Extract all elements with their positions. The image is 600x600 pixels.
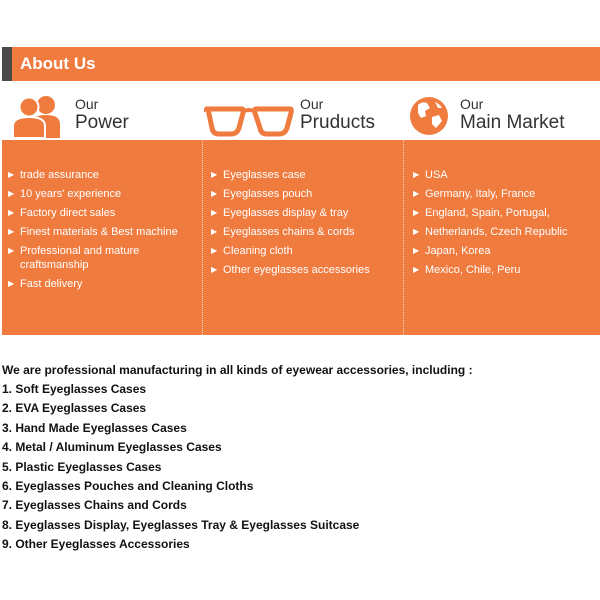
product-list-item: 5. Plastic Eyeglasses Cases — [2, 459, 162, 474]
banner-title: About Us — [20, 54, 96, 73]
product-list-item: 2. EVA Eyeglasses Cases — [2, 401, 147, 416]
heading-our-products — [204, 90, 404, 140]
list-item: ▶ Other eyeglasses accessories — [211, 264, 370, 276]
about-us-panel — [2, 140, 600, 335]
product-list-item: 8. Eyeglasses Display, Eyeglasses Tray & Eyeglasses Suitcase — [2, 517, 360, 532]
arrow-right-icon: ▶ — [413, 170, 420, 179]
arrow-right-icon: ▶ — [211, 170, 218, 179]
list-item: ▶ Eyeglasses chains & cords — [211, 226, 355, 238]
arrow-right-icon: ▶ — [413, 208, 420, 217]
heading-our-power — [10, 90, 200, 140]
arrow-right-icon: ▶ — [211, 208, 218, 217]
banner-tab-marker — [2, 47, 12, 81]
list-item: ▶ Eyeglasses case — [211, 169, 306, 181]
list-item: ▶ Finest materials & Best machine — [8, 226, 178, 238]
product-list-item: 7. Eyeglasses Chains and Cords — [2, 498, 187, 513]
description-intro: We are professional manufacturing in all kinds of eyewear accessories, including : — [2, 363, 473, 377]
list-item: ▶ trade assurance — [8, 169, 99, 181]
about-us-banner — [2, 47, 600, 81]
list-item: ▶ Netherlands, Czech Republic — [413, 226, 568, 238]
arrow-right-icon: ▶ — [211, 246, 218, 255]
heading-title: Main Market — [460, 112, 565, 133]
arrow-right-icon: ▶ — [8, 246, 15, 255]
arrow-right-icon: ▶ — [8, 170, 15, 179]
product-list-item: 4. Metal / Aluminum Eyeglasses Cases — [2, 440, 222, 455]
list-item: ▶ Eyeglasses pouch — [211, 188, 313, 200]
column-our-power — [2, 140, 203, 335]
arrow-right-icon: ▶ — [413, 189, 420, 198]
list-item: ▶ Professional and mature craftsmanship — [8, 245, 140, 271]
arrow-right-icon: ▶ — [8, 208, 15, 217]
product-list-item: 6. Eyeglasses Pouches and Cleaning Cloths — [2, 479, 254, 494]
column-our-products — [203, 140, 404, 335]
arrow-right-icon: ▶ — [413, 246, 420, 255]
arrow-right-icon: ▶ — [211, 227, 218, 236]
list-item: ▶ Mexico, Chile, Peru — [413, 264, 521, 276]
heading-title: Power — [75, 112, 129, 133]
arrow-right-icon: ▶ — [211, 189, 218, 198]
list-item: ▶ USA — [413, 169, 448, 181]
list-item: ▶ Cleaning cloth — [211, 245, 293, 257]
arrow-right-icon: ▶ — [8, 189, 15, 198]
product-description — [2, 361, 598, 555]
list-item: ▶ Eyeglasses display & tray — [211, 207, 349, 219]
list-item: ▶ 10 years' experience — [8, 188, 122, 200]
arrow-right-icon: ▶ — [8, 227, 15, 236]
heading-small-label: Our — [300, 96, 324, 112]
market-list — [413, 168, 598, 282]
product-list-item: 3. Hand Made Eyeglasses Cases — [2, 420, 187, 435]
heading-small-label: Our — [75, 96, 99, 112]
list-item: ▶ Japan, Korea — [413, 245, 491, 257]
list-item: ▶ England, Spain, Portugal, — [413, 207, 550, 219]
arrow-right-icon: ▶ — [413, 265, 420, 274]
heading-small-label: Our — [460, 96, 484, 112]
heading-our-main-market — [408, 90, 600, 140]
heading-title: Pruducts — [300, 112, 375, 133]
products-list — [211, 168, 401, 282]
list-item: ▶ Germany, Italy, France — [413, 188, 536, 200]
list-item: ▶ Factory direct sales — [8, 207, 116, 219]
arrow-right-icon: ▶ — [8, 279, 15, 288]
section-headings — [0, 90, 600, 140]
arrow-right-icon: ▶ — [413, 227, 420, 236]
product-list-item: 9. Other Eyeglasses Accessories — [2, 537, 190, 552]
eyeglasses-icon — [204, 104, 294, 143]
arrow-right-icon: ▶ — [211, 265, 218, 274]
column-our-main-market — [404, 140, 600, 335]
globe-icon — [408, 95, 450, 142]
power-list — [8, 168, 198, 296]
product-list-item: 1. Soft Eyeglasses Cases — [2, 382, 147, 396]
list-item: ▶ Fast delivery — [8, 278, 83, 290]
people-icon — [10, 94, 66, 143]
